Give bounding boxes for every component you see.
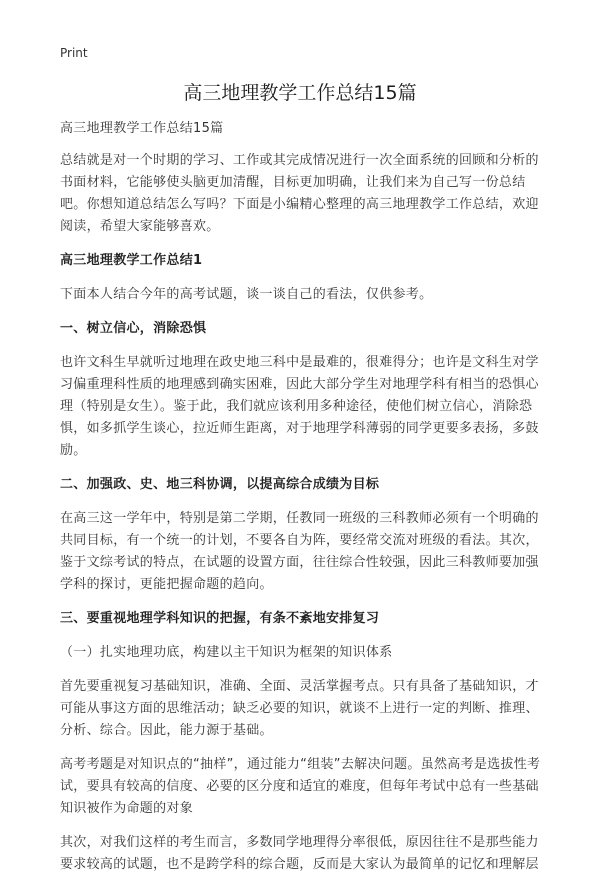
document-subtitle: 高三地理教学工作总结15篇 [60,121,224,136]
paragraph-1: 也许文科生早就听过地理在政史地三科中是最难的，很难得分；也许是文科生对学习偏重理科性质的地理感到确实困难，因此大部分学生对地理学科有相当的恐惧心理（特别是女生）。鉴于此，我们就应该利用多种途径，使他们树立信心，消除恐惧，如多抓学生谈心，拉近师生距离，对于地理学科薄弱的同学更要多表扬，多鼓励。 [60,355,539,458]
page-title: 高三地理教学工作总结15篇 [183,82,417,104]
paragraph-2: 在高三这一学年中，特别是第二学期，任教同一班级的三科教师必须有一个明确的共同目标，有一个统一的计划，不要各自为阵，要经常交流对班级的看法。其次，鉴于文综考试的特点，在试题的设置方面，往往综合性较强，因此三科教师要加强学科的探讨，更能把握命题的趋向。 [60,511,539,592]
paragraph-3: 首先要重视复习基础知识，准确、全面、灵活掌握考点。只有具备了基础知识，才可能从事这方面的思维活动；缺乏必要的知识，就谈不上进行一定的判断、推理、分析、综合。因此，能力源于基础。 [60,679,539,738]
document-body [60,118,548,888]
paragraph-5: 其次，对我们这样的考生而言，多数同学地理得分率很低，原因往往不是那些能力要求较高的试题，也不是跨学科的综合题，反而是大家认为最简单的记忆和理解层 [60,835,539,872]
subheading-1: （一）扎实地理功底，构建以主干知识为框架的知识体系 [60,645,393,660]
paragraph-4: 高考考题是对知识点的“抽样”，通过能力“组装”去解决问题。虽然高考是选拔性考试，要具有较高的信度、必要的区分度和适宜的难度，但每年考试中总有一些基础知识被作为命题的对象 [60,757,541,816]
section-lead-paragraph: 下面本人结合今年的高考试题，谈一谈自己的看法，仅供参考。 [60,287,433,302]
print-label: Print [60,46,88,60]
intro-paragraph: 总结就是对一个时期的学习、工作或其完成情况进行一次全面系统的回顾和分析的书面材料，它能够使头脑更加清醒，目标更加明确，让我们来为自己写一份总结吧。你想知道总结怎么写吗？下面是小编精心整理的高三地理教学工作总结，欢迎阅读，希望大家能够喜欢。 [60,153,539,234]
heading-3: 三、要重视地理学科知识的把握，有条不紊地安排复习 [60,611,380,626]
section-title: 高三地理教学工作总结1 [60,253,203,268]
heading-2: 二、加强政、史、地三科协调，以提高综合成绩为目标 [60,477,380,492]
heading-1: 一、树立信心，消除恐惧 [60,321,207,336]
